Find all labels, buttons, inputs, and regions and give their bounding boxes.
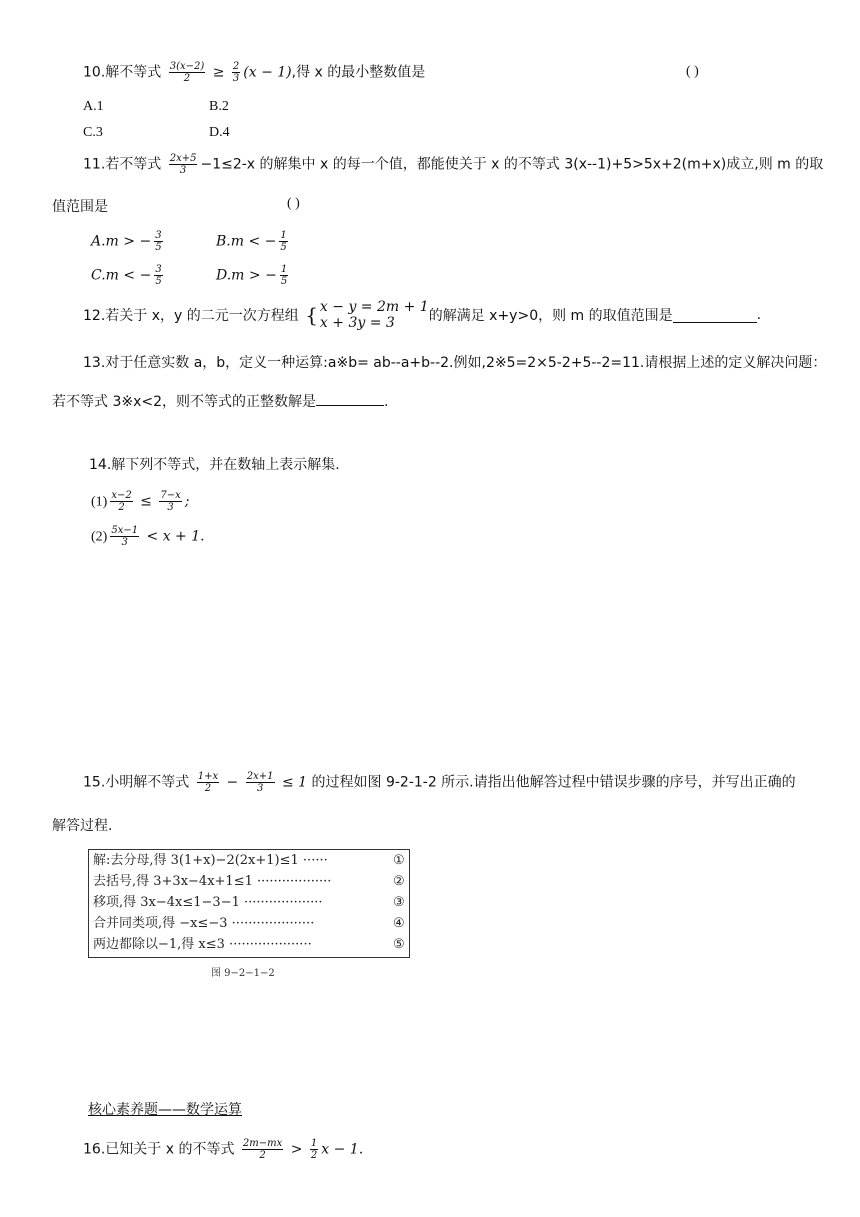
section-heading: 核心素养题——数学运算: [88, 1102, 242, 1118]
q10-stem: 10.解不等式 $\frac{3(x-2)}{2}$ ≥ $\frac{2}{3}$ (x − 1),得 x 的最小整数值是: [83, 61, 426, 84]
q10-option-a: A.1: [83, 99, 104, 114]
q15-stem: 15.小明解不等式 $\frac{1+x}{2}$ − $\frac{2x+1}{3}$ ≤ 1 的过程如图 9-2-1-2 所示.请指出他解答过程中错误步骤的序号，并写出正确的: [83, 771, 796, 794]
q11-stem: 11.若不等式 $\frac{2x+5}{3}$ −1≤2-x 的解集中 x 的每一个值，都能使关于 x 的不等式 3(x--1)+5>5x+2(m+x)成立,则 m 的取: [83, 153, 824, 176]
q14-title: 14.解下列不等式，并在数轴上表示解集.: [89, 457, 340, 473]
q10-prefix: 10.解不等式: [83, 64, 166, 81]
q13-line2: 若不等式 3※x<2，则不等式的正整数解是 .: [52, 391, 388, 411]
figure-row-4: 合并同类项,得 −x≤−3 ···················· ④: [93, 916, 405, 931]
q14-part2: (2) $\frac{5x-1}{3}$ < x + 1.: [91, 525, 205, 548]
figure-row-3: 移项,得 3x−4x≤1−3−1 ··················· ③: [93, 895, 405, 910]
q10-suffix: ,得 x 的最小整数值是: [291, 64, 426, 81]
q11-fraction: $\frac{2x+5}{3}$: [169, 153, 197, 176]
q16-stem: 16.已知关于 x 的不等式 $\frac{2m-mx}{2}$ > $\frac{1}{2}$ x − 1.: [83, 1138, 364, 1161]
q11-stem-line2: 值范围是: [52, 199, 108, 215]
q12-answer-blank[interactable]: [673, 308, 757, 323]
q11-option-d: D.m > − $\frac{1}{5}$: [216, 264, 288, 287]
q14-part1: (1) $\frac{x-2}{2}$ ≤ $\frac{7-x}{3}$ ;: [91, 490, 190, 513]
q10-fraction-2: $\frac{2}{3}$: [232, 61, 240, 84]
figure-row-1: 解:去分母,得 3(1+x)−2(2x+1)≤1 ······ ①: [93, 853, 405, 868]
figure-caption: 图 9−2−1−2: [211, 968, 275, 979]
figure-row-2: 去括号,得 3+3x−4x+1≤1 ·················· ②: [93, 874, 405, 889]
q11-option-b: B.m < − $\frac{1}{5}$: [216, 230, 287, 253]
q13-answer-blank[interactable]: [316, 391, 384, 406]
q11-answer-paren: ( ): [287, 196, 300, 211]
equation-system: x − y = 2m + 1 x + 3y = 3: [319, 299, 429, 331]
q10-answer-paren: ( ): [686, 64, 699, 79]
q15-stem-line2: 解答过程.: [52, 818, 113, 834]
q10-option-b: B.2: [209, 99, 229, 114]
solution-figure: [88, 849, 410, 958]
left-brace-icon: {: [305, 303, 318, 327]
q13-line1: 13.对于任意实数 a，b，定义一种运算:a※b= ab--a+b--2.例如,2※5=2×5-2+5--2=11.请根据上述的定义解决问题：: [83, 355, 827, 371]
q11-option-a: A.m > − $\frac{3}{5}$: [91, 230, 162, 253]
q10-option-c: C.3: [83, 125, 103, 140]
q12-stem: 12.若关于 x，y 的二元一次方程组 { x − y = 2m + 1 x + 3y = 3 的解满足 x+y>0，则 m 的取值范围是 .: [83, 299, 762, 331]
q11-option-c: C.m < − $\frac{3}{5}$: [91, 264, 162, 287]
q10-option-d: D.4: [209, 125, 230, 140]
figure-row-5: 两边都除以−1,得 x≤3 ···················· ⑤: [93, 937, 405, 952]
q10-fraction: $\frac{3(x-2)}{2}$: [169, 61, 205, 84]
